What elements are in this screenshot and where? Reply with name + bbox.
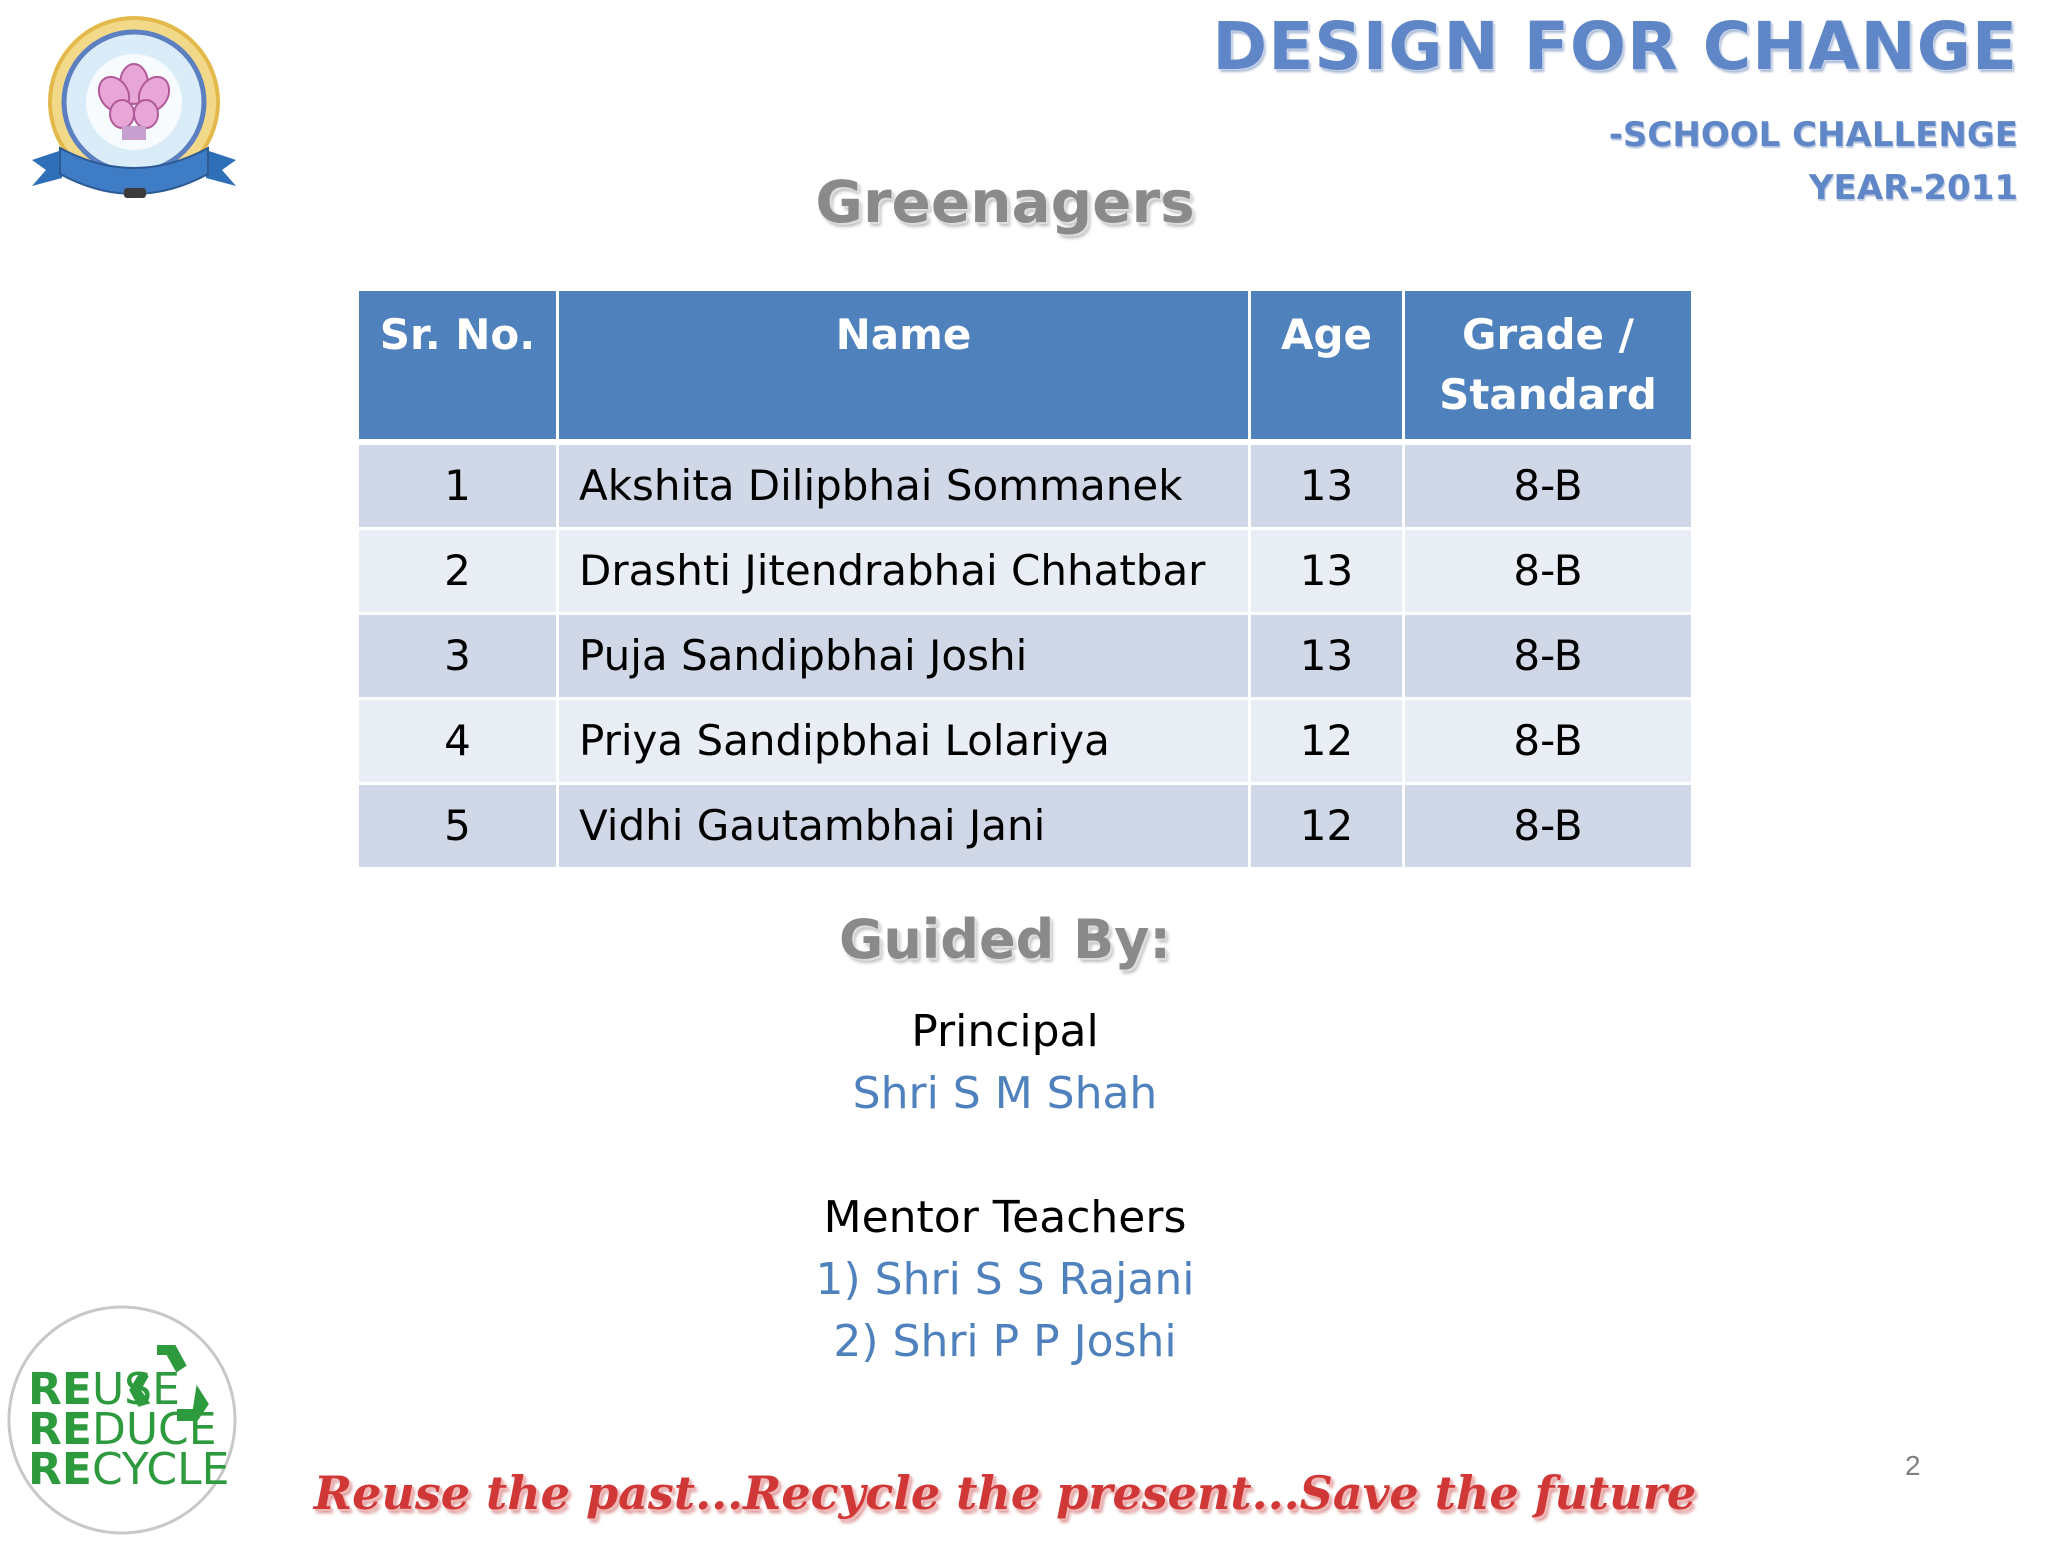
table-row — [359, 445, 1691, 530]
header-title: DESIGN FOR CHANGE — [1212, 8, 2018, 85]
cell-sr-no: 4 — [359, 700, 559, 785]
header-subtitle: -SCHOOL CHALLENGE — [1608, 115, 2018, 155]
team-name: Greenagers — [815, 168, 1195, 236]
cell-name: Drashti Jitendrabhai Chhatbar — [559, 530, 1251, 615]
recycle-re-2: RE — [28, 1404, 92, 1455]
recycle-use: USE — [91, 1364, 180, 1415]
principal-name: Shri S M Shah — [852, 1068, 1158, 1119]
mentor-teachers-label: Mentor Teachers — [823, 1192, 1187, 1243]
cell-sr-no: 2 — [359, 530, 559, 615]
recycle-re-1: RE — [28, 1364, 92, 1415]
header-year: YEAR-2011 — [1808, 168, 2018, 208]
principal-label: Principal — [911, 1006, 1099, 1057]
cell-name: Priya Sandipbhai Lolariya — [559, 700, 1251, 785]
table-row — [359, 530, 1691, 615]
cell-grade: 8-B — [1405, 530, 1691, 615]
cell-age: 12 — [1251, 700, 1405, 785]
mentor-teacher-1: 1) Shri S S Rajani — [815, 1254, 1195, 1305]
guided-by-heading: Guided By: — [839, 908, 1171, 971]
cell-age: 13 — [1251, 445, 1405, 530]
table-row — [359, 785, 1691, 870]
table-row — [359, 700, 1691, 785]
column-header-sr-no: Sr. No. — [359, 291, 559, 445]
table-row — [359, 615, 1691, 700]
mentor-teacher-2: 2) Shri P P Joshi — [833, 1316, 1177, 1367]
cell-grade: 8-B — [1405, 615, 1691, 700]
column-header-name: Name — [559, 291, 1251, 445]
cell-age: 12 — [1251, 785, 1405, 870]
cell-name: Vidhi Gautambhai Jani — [559, 785, 1251, 870]
column-header-age: Age — [1251, 291, 1405, 445]
page-number: 2 — [1905, 1450, 1921, 1481]
members-table — [359, 291, 1691, 870]
column-header-grade: Grade / Standard — [1405, 291, 1691, 445]
cell-name: Puja Sandipbhai Joshi — [559, 615, 1251, 700]
table-header-row — [359, 291, 1691, 445]
recycle-re-3: RE — [28, 1444, 92, 1495]
cell-grade: 8-B — [1405, 785, 1691, 870]
recycle-cycle: CYCLE — [91, 1444, 230, 1495]
cell-age: 13 — [1251, 530, 1405, 615]
cell-sr-no: 5 — [359, 785, 559, 870]
recycle-duce: DUCE — [91, 1404, 217, 1455]
cell-name: Akshita Dilipbhai Sommanek — [559, 445, 1251, 530]
cell-sr-no: 1 — [359, 445, 559, 530]
cell-grade: 8-B — [1405, 445, 1691, 530]
cell-grade: 8-B — [1405, 700, 1691, 785]
cell-age: 13 — [1251, 615, 1405, 700]
slogan: Reuse the past...Recycle the present...Save the future — [313, 1466, 1697, 1520]
cell-sr-no: 3 — [359, 615, 559, 700]
